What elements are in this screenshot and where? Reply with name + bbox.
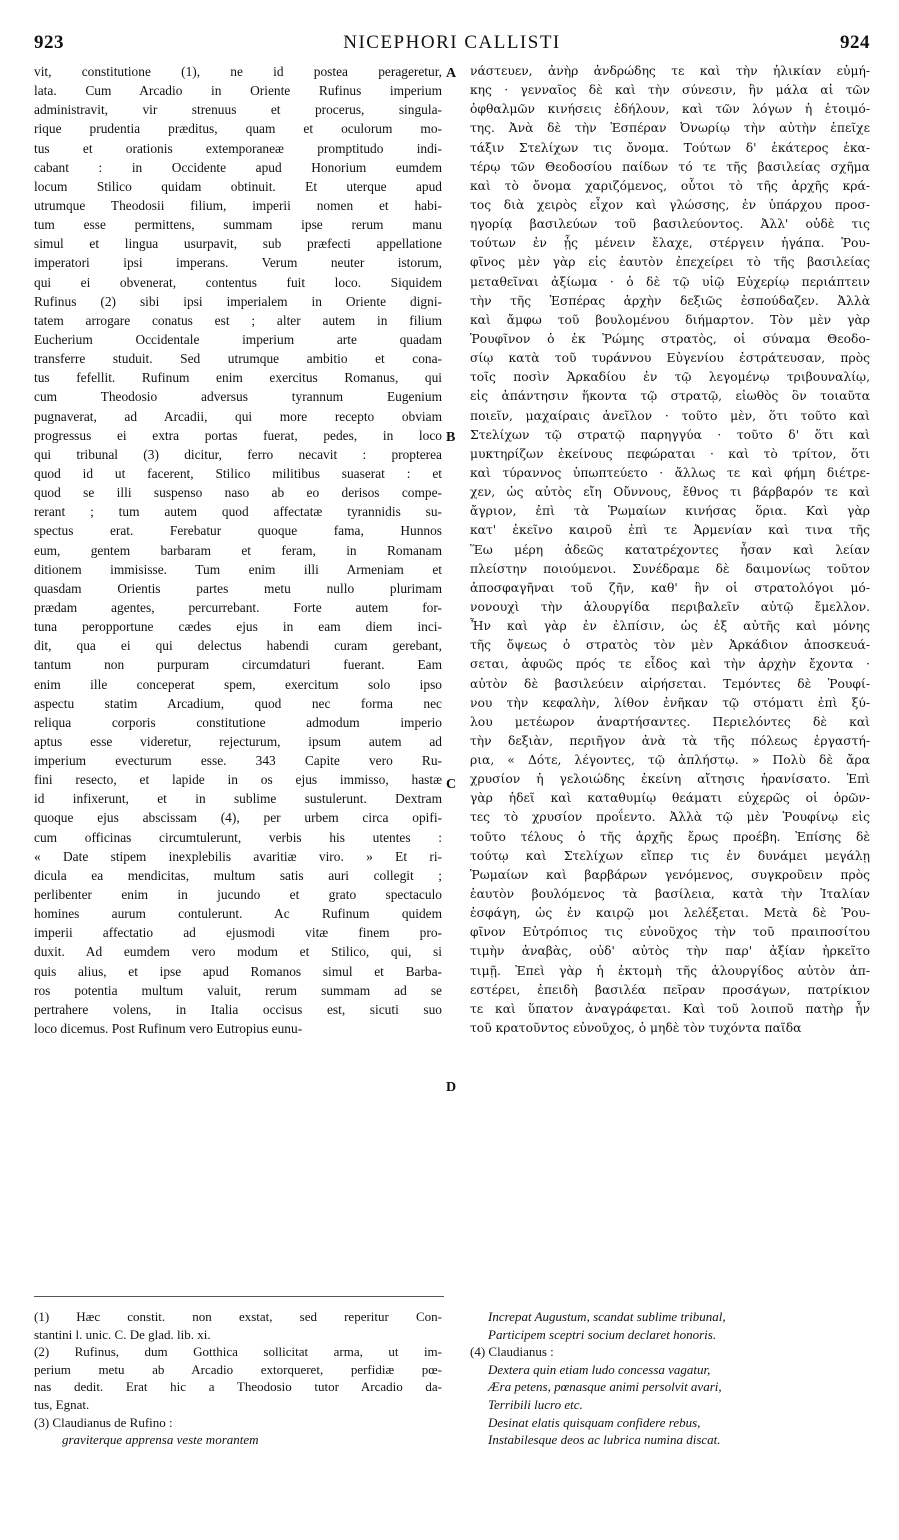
footnote-verse-line: Increpat Augustum, scandat sublime tribunal, <box>488 1309 726 1324</box>
greek-text-line: νάστευεν, ἀνὴρ ἀνδρώδης τε καὶ τὴν ἡλικίαν εὐμή- <box>470 64 870 78</box>
latin-text-line: cabant : in Occidente apud Honorium eumdem <box>34 159 442 175</box>
greek-text-line: τος διὰ χειρὸς εἶχον καὶ γλώσσης, ἐν ὑπάρχου προσ- <box>470 197 870 212</box>
greek-text-line: ἑαυτὸν βουλόμενος τὰ βασίλεια, κατὰ τὴν Ἰταλίαν <box>470 887 870 902</box>
latin-text-line: dit, qua ei qui delectus habendi curam gerebant, <box>34 638 442 654</box>
greek-text-line: τούτῳ καὶ Στελίχων εἴπερ τις ἐν δυνάμει μεγάλῃ <box>470 848 870 863</box>
latin-text-line: imperium evecturum esse. 343 Capite vero Ru- <box>34 753 442 769</box>
latin-text-line: tuna peropportune cædes ejus in eam diem inci- <box>34 619 442 635</box>
footnote-line: graviterque apprensa veste morantem <box>62 1432 259 1448</box>
latin-text-line: administravit, vir strenuus et procerus, singula- <box>34 102 442 118</box>
greek-text-line: φῖνον Εὐτρόπιος τις εὐνοῦχος τὴν τοῦ πραιποσίτου <box>470 925 870 940</box>
footnote-line: nas dedit. Erat hic a Theodosio tutor Arcadio da- <box>34 1379 442 1395</box>
margin-marker-b: B <box>446 430 456 445</box>
footnote-line: tus, Egnat. <box>34 1396 90 1412</box>
latin-text-line: aspectu statim Arcadium, quod nec forma nec <box>34 695 442 711</box>
greek-text-line: τῆς ὄψεως ὁ στρατὸς τὸν μὲν Ἀρκάδιον ἀποσκευά- <box>470 638 870 653</box>
footnote-line: (3) Claudianus de Rufino : <box>34 1414 173 1430</box>
latin-text-line: quod id ut facerent, Stilico militibus suaserat : et <box>34 465 442 481</box>
greek-text-line: νονουχὶ τὴν ἁλουργίδα περιβαλεῖν αὐτῷ ἔμελλον. <box>470 599 870 614</box>
greek-text-line: ἄγριον, ἐπὶ τὰ Ῥωμαίων κινήσας ὅρια. Καὶ γὰρ <box>470 504 870 519</box>
page-number-right: 924 <box>840 32 870 53</box>
latin-text-line: Rufinus (2) sibi ipsi imperialem in Oriente digni- <box>34 293 442 309</box>
footnote-verse-line: Desinat elatis quisquam confidere rebus, <box>488 1414 701 1430</box>
latin-text-line: Eucherium Occidentale imperium arte quadam <box>34 331 442 347</box>
latin-text-line: utrumque Theodosii filium, imperii nomen et habi- <box>34 197 442 213</box>
greek-text-line: τε καὶ ὕπατον ἀναγράφεται. Καὶ τοῦ λοιποῦ πατὴρ ἦν <box>470 1001 870 1016</box>
footnote-line: (2) Rufinus, dum Gotthica sollicitat arma, ut im- <box>34 1344 442 1360</box>
latin-text-line: dicula ea mendicitas, multum satis auri collegit ; <box>34 867 442 883</box>
greek-text-line: κατ' ἐκεῖνο καιροῦ ἐπὶ τε Ἀρμενίαν καὶ τινα τῆς <box>470 523 870 538</box>
latin-text-line: eum, gentem barbaram et feram, in Romanam <box>34 542 442 558</box>
latin-text-line: cum Theodosio adversus tyrannum Eugenium <box>34 389 442 405</box>
greek-text-line: καὶ τὸ ὄνομα χαριζόμενος, οὗτοι τὸ τῆς ἀρχῆς κρά- <box>470 178 870 193</box>
greek-text-line: Ῥουφῖνον ὁ ἐκ Ῥώμης στρατὸς, οἱ σύναμα Θεοδο- <box>470 331 870 346</box>
greek-text-line: Στελίχων τῷ στρατῷ παρηγγύα · τοῦτο δ' ὅτι καὶ <box>470 427 870 442</box>
greek-column <box>470 62 870 1038</box>
greek-text-line: τούτων ἐν ᾗς μένειν ἔλαχε, στέργειν ἠγάπα. Ῥου- <box>470 236 870 251</box>
greek-text-line: τοῦ κρατοῦντος εὐνοῦχος, ὁ μηδὲ τὸν τυχόντα παῖδα <box>470 1021 802 1036</box>
latin-text-line: duxit. Ad eumdem vero modum et Stilico, qui, si <box>34 944 442 960</box>
latin-text-line: imperatori ipsi imperans. Verum neuter istorum, <box>34 255 442 271</box>
footnote-verse-line: Participem sceptri socium declaret honoris. <box>488 1326 717 1342</box>
greek-text-line: Ῥωμαίων καὶ βαρβάρων γενόμενος, συγκροῦειν πρὸς <box>470 867 870 882</box>
latin-text-line: « Date stipem inexplebilis avaritiæ viro. » Et ri- <box>34 848 442 864</box>
greek-text-line: καὶ τύραννος ὑπωπτεύετο · ἄλλως τε καὶ φήμη διέτρε- <box>470 465 870 480</box>
latin-text-line: fini resecto, et lapide in os ejus immisso, hastæ <box>34 772 442 788</box>
greek-text-line: μεταθεῖναι ἀξίωμα · ὁ δὲ τῷ υἱῷ Εὐχερίῳ περιάπτειν <box>470 274 870 289</box>
greek-text-line: τάξιν Στελίχων τις ὄνομα. Τούτων δ' ἑκάτερος ἑκα- <box>470 140 870 155</box>
latin-text-line: rerant ; tum autem quod affectatæ tyrannidis su- <box>34 504 442 520</box>
greek-text-line: πλείστην ποιούμενοι. Συνέδραμε δὲ δαιμονίως τοῦτον <box>470 561 870 576</box>
running-title: NICEPHORI CALLISTI <box>343 32 561 53</box>
footnote-verse-line: Terribili lucro etc. <box>488 1396 583 1412</box>
latin-text-line: tantum non purpuram circumdaturi fuerant. Eam <box>34 657 442 673</box>
footnote-line: (1) Hæc constit. non exstat, sed reperitur Con- <box>34 1309 442 1324</box>
greek-text-line: σίῳ κατὰ τοῦ τυράννου Εὐγενίου ἐστράτευσαν, πρὸς <box>470 351 870 366</box>
greek-text-line: ηγορίᾳ βασιλεύων τοῦ βασιλεύοντος. Ἀλλ' οὐδὲ τις <box>470 217 870 232</box>
latin-text-line: ros potentia multum valuit, rerum summam ad se <box>34 982 442 998</box>
latin-text-line: spectus erat. Ferebatur quoque fama, Hunnos <box>34 523 442 539</box>
latin-text-line: locum Stilico quidam obtinuit. Et uterque apud <box>34 178 442 194</box>
footnote-line: perium metu ab Arcadio extorqueret, perfidiæ pœ- <box>34 1361 442 1377</box>
greek-text-line: φῖνος μὲν γὰρ εἰς ἑαυτὸν ἐπεχείρει τὸ τῆς βασιλείας <box>470 255 870 270</box>
greek-text-line: τοῖς ποσὶν Ἀρκαδίου ἐν τῷ λεγομένῳ τριβουναλίῳ, <box>470 370 870 385</box>
footnote-verse-line: Instabilesque deos ac lubrica numina discat. <box>488 1432 721 1448</box>
greek-text-line: τες τὸ χρυσίον προΐεντο. Ἀλλὰ τῷ μὲν Ῥουφίνῳ εἰς <box>470 810 870 825</box>
latin-text-line: progressus ei extra portas fuerat, pedes, in loco <box>34 427 442 443</box>
latin-text-line: pugnaverat, ad Arcadii, qui more recepto obviam <box>34 408 442 424</box>
greek-text-line: κης · γενναῖος δὲ καὶ τὴν σύνεσιν, ἣν μάλα αἱ τῶν <box>470 83 870 98</box>
latin-text-line: cum officinas circumtulerunt, verbis his utentes : <box>34 829 442 845</box>
footnote-verse-line: Dextera quin etiam ludo concessa vagatur, <box>488 1361 711 1377</box>
greek-text-line: καὶ ἄμφω τοῦ βουλομένου διήμαρτον. Τὸν μὲν γὰρ <box>470 312 870 327</box>
greek-text-line: τιμὴν ἀναβὰς, οὐδ' αὐτὸς τὴν παρ' ἀξίαν ἠρκεῖτο <box>470 944 870 959</box>
greek-text-line: γὰρ ἡδεῖ καὶ καταθυμίῳ θεάματι εὐχερῶς οἱ ὁρῶν- <box>470 791 870 806</box>
greek-text-line: τὴν τῆς Ἑσπέρας ἀρχὴν δεξιῶς ἐσπούδαζεν. Ἀλλὰ <box>470 293 870 308</box>
greek-text-line: ρια, « Δότε, λέγοντες, τῷ ἀπλήστῳ. » Πολὺ δὲ ἄρα <box>470 753 870 768</box>
latin-text-line: transferre studuit. Sed utrumque ambitio et cona- <box>34 351 442 367</box>
latin-text-line: imperii affectatio ad ejusmodi vitæ finem pro- <box>34 925 442 941</box>
greek-text-line: χεν, ὡς αὐτὸς εἴη Οὔννους, ἔθνος τι βάρβαρόν τε καὶ <box>470 485 870 500</box>
footnotes-left <box>34 1308 442 1449</box>
greek-text-line: της. Ἀνὰ δὲ τὴν Ἑσπέραν Ὀνωρίῳ τὴν αὐτὴν ἐπεῖχε <box>470 121 870 136</box>
latin-text-line: lata. Cum Arcadio in Oriente Rufinus imperium <box>34 83 442 99</box>
greek-text-line: νου τὴν κεφαλὴν, λίθον ἐνῆκαν τῷ στόματι ἐπὶ ξύ- <box>470 695 870 710</box>
greek-text-line: λου μετέωρον ἀναρτήσαντες. Περιελόντες δὲ καὶ <box>470 714 870 729</box>
footnote-divider <box>34 1296 444 1297</box>
greek-text-line: σεται, ἀφυῶς πρός τε εἶδος καὶ τὴν ἀρχὴν ἔχοντα · <box>470 657 870 672</box>
latin-text-line: rique prudentia præditus, quam et oculorum mo- <box>34 121 442 137</box>
latin-column <box>34 62 442 1038</box>
greek-text-line: τοῦτο τέλους ὁ τῆς ἀρχῆς ἔρως προέβη. Ἐπίσης δὲ <box>470 829 870 844</box>
latin-text-line: vit, constitutione (1), ne id postea perageretur, <box>34 64 442 79</box>
latin-text-line: pertrahere volens, in Italia occisus est, sicuti suo <box>34 1001 442 1017</box>
footnotes-right <box>470 1308 870 1449</box>
greek-text-line: εστέρει, ἐπειδὴ βασιλέα πεῖραν προσάγων, πατρίκιον <box>470 982 870 997</box>
latin-text-line: homines aurum contulerunt. Ac Rufinum quidem <box>34 906 442 922</box>
latin-text-line: qui tribunal (3) dicitur, ferro necavit : propterea <box>34 446 442 462</box>
latin-text-line: quis alius, et ipse apud Romanos simul et Barba- <box>34 963 442 979</box>
greek-text-line: ποιεῖν, μαχαίραις ἀνεῖλον · τοῦτο μὲν, ὅτι τοῦτο καὶ <box>470 408 870 423</box>
greek-text-line: τὴν δεξιὰν, περιῆγον ἀνὰ τὰ τῆς πόλεως ἐργαστή- <box>470 733 870 748</box>
margin-marker-d: D <box>446 1080 457 1095</box>
greek-text-line: τέρῳ τῶν Θεοδοσίου παίδων τό τε τῆς βασιλείας σχῆμα <box>470 159 870 174</box>
margin-marker-c: C <box>446 777 457 792</box>
latin-text-line: simul et lingua usurpavit, sub præfecti appellatione <box>34 236 442 252</box>
latin-text-line: reliqua corporis constitutione admodum imperio <box>34 714 442 730</box>
latin-text-line: loco dicemus. Post Rufinum vero Eutropius eunu- <box>34 1021 303 1037</box>
latin-text-line: quod se illi suspenso naso ab eo derisos compe- <box>34 485 442 501</box>
greek-text-line: Ἕω μέρη ἀδεῶς κατατρέχοντες ἦσαν καὶ λείαν <box>470 542 870 557</box>
page-number-left: 923 <box>34 32 64 53</box>
greek-text-line: εἰς ἀπάντησιν ἥκοντα τῷ στρατῷ, εἰωθὸς ὃν τοιαῦτα <box>470 389 870 404</box>
latin-text-line: prædam agentes, percurrebant. Forte autem for- <box>34 599 442 615</box>
page-header <box>34 32 870 56</box>
latin-text-line: perlibenter enim in jucundo et grato spectaculo <box>34 887 442 903</box>
latin-text-line: qui ei obvenerat, contentus fuit loco. Siquidem <box>34 274 442 290</box>
latin-text-line: quoque ejus abscissam (4), per urbem circa opifi- <box>34 810 442 826</box>
latin-text-line: quasdam Orientis partes metu nullo plurimam <box>34 580 442 596</box>
footnote-line: stantini l. unic. C. De glad. lib. xi. <box>34 1326 211 1342</box>
greek-text-line: μυκτηρίζων ἐκείνους πεφώραται · καὶ τὸ τρίτον, ὅτι <box>470 446 870 461</box>
greek-text-line: αὐτὸν δὲ βασιλεύειν αἱρήσεται. Τεμόντες δὲ Ῥουφί- <box>470 676 870 691</box>
greek-text-line: χρυσίον ἡ γελοιώδης ἐκείνη αἴτησις ἠρανίσατο. Ἐπὶ <box>470 772 870 787</box>
latin-text-line: tatem arrogare conatus est ; alter autem in filium <box>34 312 442 328</box>
greek-text-line: ἐσφάγη, ὡς ἐν καιρῷ μοι λελέξεται. Μετὰ δὲ Ῥου- <box>470 906 870 921</box>
latin-text-line: id infixerunt, et in sublime sustulerunt. Dextram <box>34 791 442 807</box>
greek-text-line: Ἦν καὶ γὰρ ἐν ἐλπίσιν, ὡς ἐξ αὐτῆς καὶ μόνης <box>470 619 870 634</box>
footnote-verse-line: (4) Claudianus : <box>470 1344 554 1360</box>
latin-text-line: ditionem immisisse. Tum enim illi Armeniam et <box>34 561 442 577</box>
footnote-verse-line: Æra petens, pœnasque animi persolvit avari, <box>488 1379 722 1395</box>
latin-text-line: tus et orationis extemporaneæ promptitudo indi- <box>34 140 442 156</box>
latin-text-line: tum esse permittens, summam ipse rerum manu <box>34 217 442 233</box>
latin-text-line: enim ille conceperat spem, exercitum solo ipso <box>34 676 442 692</box>
margin-marker-a: A <box>446 66 457 81</box>
latin-text-line: tus fefellit. Rufinum enim exercitus Romanus, qui <box>34 370 442 386</box>
greek-text-line: ὀφθαλμῶν κινήσεις ἐδήλουν, καὶ τῶν λόγων ἡ ἑτοιμό- <box>470 102 870 117</box>
greek-text-line: ἀποσφαγῆναι τοῦ ζῆν, καθ' ἣν οἱ στρατολόγοι μό- <box>470 580 870 595</box>
greek-text-line: τιμῇ. Ἐπεὶ γὰρ ἡ ἐκτομὴ τῆς ἁλουργίδος αὐτὸν ἀπ- <box>470 963 870 978</box>
latin-text-line: aptus esse videretur, rejecturum, ipsum autem ad <box>34 733 442 749</box>
